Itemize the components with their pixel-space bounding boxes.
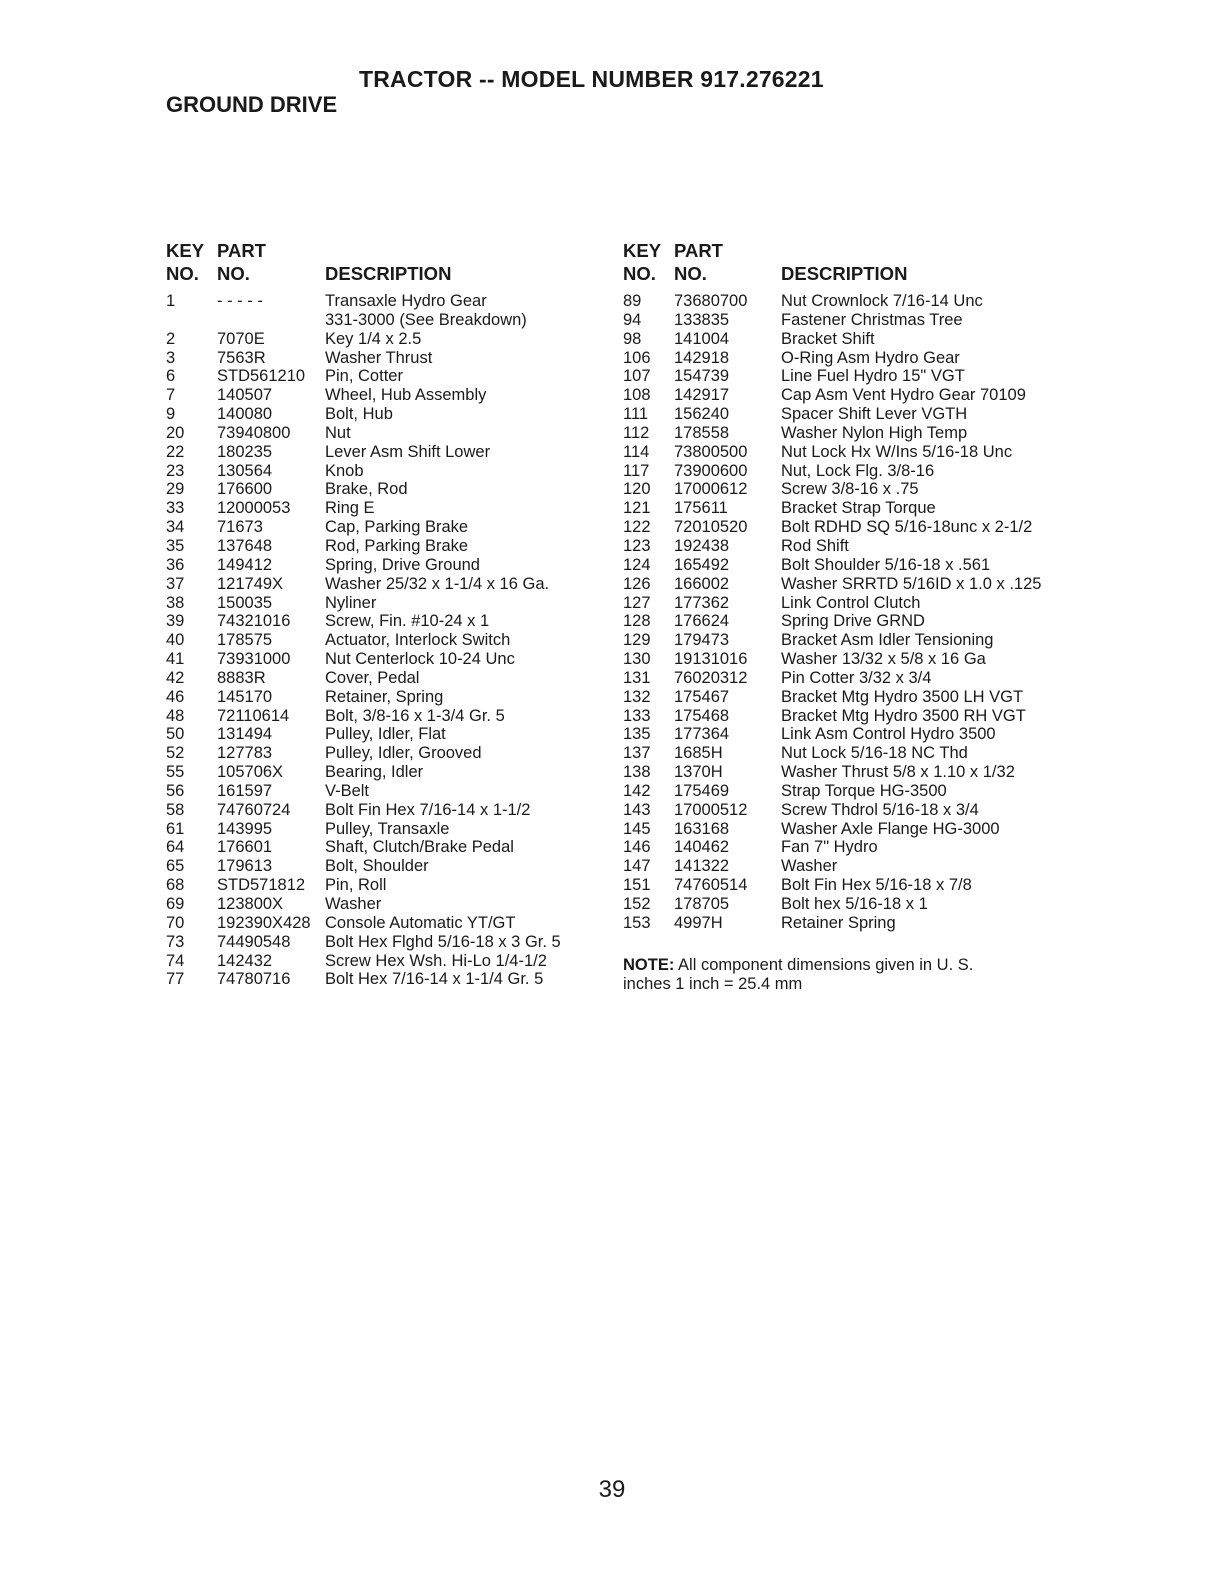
part-description: Bolt Shoulder 5/16-18 x .561	[781, 555, 991, 574]
part-number: 12000053	[217, 499, 291, 518]
part-description: Nut Centerlock 10-24 Unc	[325, 650, 515, 669]
part-number: 17000612	[674, 480, 748, 499]
key-number: 112	[623, 423, 650, 442]
part-number: 73931000	[217, 650, 291, 669]
part-description: Bolt, 3/8-16 x 1-3/4 Gr. 5	[325, 706, 505, 725]
key-number: 129	[623, 631, 651, 650]
part-description: Bracket Mtg Hydro 3500 LH VGT	[781, 687, 1024, 706]
part-number: 7563R	[217, 348, 266, 367]
part-description: Rod, Parking Brake	[325, 536, 469, 555]
part-number: 73680700	[674, 292, 748, 310]
key-number: 147	[623, 857, 651, 876]
part-number: 140462	[674, 838, 730, 857]
part-description: Bolt Fin Hex 5/16-18 x 7/8	[781, 876, 972, 895]
part-number: 175468	[674, 706, 730, 725]
header-key-bottom: NO.	[166, 263, 199, 284]
part-description: Screw 3/8-16 x .75	[781, 480, 919, 499]
part-description: Bolt Fin Hex 7/16-14 x 1-1/2	[325, 800, 531, 819]
key-number: 39	[166, 612, 185, 631]
part-number: 176624	[674, 612, 730, 631]
part-number: 7070E	[217, 329, 265, 348]
part-description: Key 1/4 x 2.5	[325, 329, 422, 348]
key-number: 123	[623, 536, 651, 555]
part-description: Washer SRRTD 5/16ID x 1.0 x .125	[781, 574, 1042, 593]
part-number: 142917	[674, 386, 730, 405]
part-description: Nut, Lock Flg. 3/8-16	[781, 461, 935, 480]
key-number: 9	[166, 405, 176, 424]
part-number: 1370H	[674, 763, 723, 782]
part-description: Shaft, Clutch/Brake Pedal	[325, 838, 514, 857]
part-number: 73800500	[674, 442, 748, 461]
part-number: 74780716	[217, 970, 291, 989]
part-description: Pin, Cotter	[325, 367, 403, 386]
part-number: 176601	[217, 838, 273, 857]
part-description: Link Control Clutch	[781, 593, 921, 612]
part-number: 142432	[217, 951, 273, 970]
key-number: 146	[623, 838, 651, 857]
part-number: 149412	[217, 555, 273, 574]
part-description: Cover, Pedal	[325, 668, 420, 687]
page-title: TRACTOR -- MODEL NUMBER 917.276221	[359, 66, 824, 92]
part-number: STD571812	[217, 876, 306, 895]
note-label: NOTE:	[623, 956, 675, 974]
key-number: 127	[623, 593, 651, 612]
key-number: 70	[166, 913, 185, 932]
key-number: 138	[623, 763, 651, 782]
part-number: 131494	[217, 725, 273, 744]
key-number: 35	[166, 536, 185, 555]
key-number: 128	[623, 612, 651, 631]
part-description: Bolt, Shoulder	[325, 857, 429, 876]
part-description: Bracket Asm Idler Tensioning	[781, 631, 994, 650]
part-description: Bearing, Idler	[325, 763, 424, 782]
part-description: Screw, Fin. #10-24 x 1	[325, 612, 490, 631]
key-number: 50	[166, 725, 185, 744]
part-description: Nut Lock Hx W/Ins 5/16-18 Unc	[781, 442, 1013, 461]
key-number: 37	[166, 574, 185, 593]
part-number: 123800X	[217, 895, 284, 913]
part-description: Bolt, Hub	[325, 405, 393, 424]
key-number: 3	[166, 348, 176, 367]
key-number: 38	[166, 593, 185, 612]
part-number: 150035	[217, 593, 273, 612]
key-number: 94	[623, 310, 642, 329]
part-number: - - - - -	[217, 292, 263, 310]
key-number: 98	[623, 329, 642, 348]
key-number: 68	[166, 876, 185, 895]
part-description: Bracket Mtg Hydro 3500 RH VGT	[781, 706, 1026, 725]
part-description: Console Automatic YT/GT	[325, 913, 516, 932]
header-key-bottom: NO.	[623, 263, 656, 284]
key-number: 64	[166, 838, 185, 857]
part-description: Nut	[325, 423, 351, 442]
part-number: 177362	[674, 593, 730, 612]
part-description: Bolt RDHD SQ 5/16-18unc x 2-1/2	[781, 518, 1033, 537]
part-number: 19131016	[674, 650, 748, 669]
part-description: Ring E	[325, 499, 375, 518]
part-number: 140507	[217, 386, 273, 405]
part-number: 4997H	[674, 913, 723, 932]
part-description: Lever Asm Shift Lower	[325, 442, 491, 461]
part-number: 192390X428	[217, 913, 311, 932]
part-description: Screw Thdrol 5/16-18 x 3/4	[781, 800, 979, 819]
part-description: Cap Asm Vent Hydro Gear 70109	[781, 386, 1026, 405]
part-number: 165492	[674, 555, 730, 574]
key-number: 143	[623, 800, 651, 819]
key-number: 122	[623, 518, 651, 537]
part-number: 17000512	[674, 800, 748, 819]
key-number: 111	[623, 405, 649, 424]
part-description: 331-3000 (See Breakdown)	[325, 310, 527, 329]
part-description: Pulley, Idler, Grooved	[325, 744, 482, 763]
part-description: Pulley, Idler, Flat	[325, 725, 446, 744]
part-number: 156240	[674, 405, 730, 424]
part-description: Pin Cotter 3/32 x 3/4	[781, 668, 932, 687]
key-number: 20	[166, 423, 185, 442]
key-number: 46	[166, 687, 185, 706]
page-number: 39	[598, 1476, 626, 1503]
key-number: 40	[166, 631, 185, 650]
key-number: 1	[166, 292, 176, 310]
part-number: 133835	[674, 310, 730, 329]
part-description: Washer	[325, 895, 382, 913]
part-description: Pulley, Transaxle	[325, 819, 450, 838]
key-number: 117	[623, 461, 650, 480]
part-number: 74321016	[217, 612, 291, 631]
key-number: 73	[166, 932, 185, 951]
part-description: Washer Thrust	[325, 348, 433, 367]
header-part-bottom: NO.	[217, 263, 250, 284]
part-description: Spring Drive GRND	[781, 612, 925, 631]
part-number: 180235	[217, 442, 273, 461]
note	[623, 956, 1043, 994]
key-number: 131	[623, 668, 651, 687]
part-number: 192438	[674, 536, 730, 555]
part-description: Washer	[781, 857, 838, 876]
part-description: Bolt Hex 7/16-14 x 1-1/4 Gr. 5	[325, 970, 544, 989]
part-description: Transaxle Hydro Gear	[325, 292, 487, 310]
part-number: 72010520	[674, 518, 748, 537]
part-number: 141322	[674, 857, 730, 876]
key-number: 23	[166, 461, 185, 480]
key-number: 152	[623, 895, 651, 913]
key-number: 7	[166, 386, 176, 405]
part-description: Link Asm Control Hydro 3500	[781, 725, 996, 744]
part-description: Fan 7" Hydro	[781, 838, 878, 857]
key-number: 55	[166, 763, 185, 782]
part-number: 145170	[217, 687, 273, 706]
part-description: Nut Crownlock 7/16-14 Unc	[781, 292, 983, 310]
part-number: 121749X	[217, 574, 284, 593]
part-description: Bracket Strap Torque	[781, 499, 936, 518]
part-number: 105706X	[217, 763, 284, 782]
key-number: 69	[166, 895, 185, 913]
key-number: 135	[623, 725, 651, 744]
part-number: 1685H	[674, 744, 723, 763]
key-number: 133	[623, 706, 651, 725]
part-number: 74760514	[674, 876, 748, 895]
part-description: Pin, Roll	[325, 876, 387, 895]
key-number: 126	[623, 574, 651, 593]
part-description: Fastener Christmas Tree	[781, 310, 963, 329]
part-description: Nut Lock 5/16-18 NC Thd	[781, 744, 968, 763]
key-number: 124	[623, 555, 651, 574]
note-line2: inches 1 inch = 25.4 mm	[623, 974, 803, 993]
part-description: Nyliner	[325, 593, 377, 612]
key-number: 130	[623, 650, 651, 669]
part-number: 179473	[674, 631, 730, 650]
key-number: 120	[623, 480, 651, 499]
part-number: 73940800	[217, 423, 291, 442]
part-number: 143995	[217, 819, 273, 838]
part-description: Bracket Shift	[781, 329, 875, 348]
part-number: 176600	[217, 480, 273, 499]
part-description: Washer 25/32 x 1-1/4 x 16 Ga.	[325, 574, 550, 593]
part-number: 73900600	[674, 461, 748, 480]
key-number: 22	[166, 442, 185, 461]
key-number: 132	[623, 687, 651, 706]
key-number: 121	[623, 499, 651, 518]
part-description: Strap Torque HG-3500	[781, 781, 947, 800]
key-number: 61	[166, 819, 185, 838]
part-number: 137648	[217, 536, 273, 555]
part-description: Washer Axle Flange HG-3000	[781, 819, 1000, 838]
part-description: Line Fuel Hydro 15" VGT	[781, 367, 965, 386]
part-number: 127783	[217, 744, 273, 763]
part-description: Retainer Spring	[781, 913, 896, 932]
part-number: 74490548	[217, 932, 291, 951]
key-number: 107	[623, 367, 651, 386]
part-description: V-Belt	[325, 781, 370, 800]
key-number: 106	[623, 348, 651, 367]
part-description: Screw Hex Wsh. Hi-Lo 1/4-1/2	[325, 951, 547, 970]
part-number: 163168	[674, 819, 730, 838]
key-number: 56	[166, 781, 185, 800]
key-number: 48	[166, 706, 185, 725]
part-number: 130564	[217, 461, 273, 480]
part-description: Retainer, Spring	[325, 687, 444, 706]
part-number: 74760724	[217, 800, 291, 819]
section-title: GROUND DRIVE	[166, 92, 338, 117]
part-number: 177364	[674, 725, 730, 744]
part-description: Spacer Shift Lever VGTH	[781, 405, 968, 424]
key-number: 6	[166, 367, 176, 386]
key-number: 153	[623, 913, 651, 932]
part-number: 76020312	[674, 668, 748, 687]
header-description: DESCRIPTION	[325, 263, 452, 284]
key-number: 74	[166, 951, 185, 970]
part-description: Washer 13/32 x 5/8 x 16 Ga	[781, 650, 986, 669]
key-number: 52	[166, 744, 185, 763]
header-description: DESCRIPTION	[781, 263, 908, 284]
part-number: 175469	[674, 781, 730, 800]
key-number: 34	[166, 518, 185, 537]
part-number: 178558	[674, 423, 730, 442]
part-number: 175467	[674, 687, 730, 706]
part-number: 142918	[674, 348, 730, 367]
key-number: 36	[166, 555, 185, 574]
part-description: Brake, Rod	[325, 480, 408, 499]
key-number: 33	[166, 499, 185, 518]
part-number: 166002	[674, 574, 730, 593]
note-line1: All component dimensions given in U. S.	[678, 956, 974, 974]
key-number: 142	[623, 781, 651, 800]
part-description: Rod Shift	[781, 536, 849, 555]
key-number: 65	[166, 857, 185, 876]
part-number: 179613	[217, 857, 273, 876]
key-number: 77	[166, 970, 185, 989]
part-description: Washer Nylon High Temp	[781, 423, 968, 442]
part-description: Spring, Drive Ground	[325, 555, 480, 574]
part-number: 175611	[674, 499, 728, 518]
part-description: O-Ring Asm Hydro Gear	[781, 348, 960, 367]
key-number: 137	[623, 744, 651, 763]
part-description: Actuator, Interlock Switch	[325, 631, 511, 650]
key-number: 58	[166, 800, 185, 819]
key-number: 114	[623, 442, 650, 461]
key-number: 89	[623, 292, 642, 310]
key-number: 29	[166, 480, 185, 499]
part-description: Bolt Hex Flghd 5/16-18 x 3 Gr. 5	[325, 932, 561, 951]
key-number: 108	[623, 386, 651, 405]
header-key-top: KEY	[166, 240, 205, 261]
part-description: Cap, Parking Brake	[325, 518, 469, 537]
part-description: Wheel, Hub Assembly	[325, 386, 487, 405]
part-number: 140080	[217, 405, 273, 424]
key-number: 145	[623, 819, 651, 838]
header-part-top: PART	[674, 240, 723, 261]
key-number: 42	[166, 668, 185, 687]
header-key-top: KEY	[623, 240, 662, 261]
part-number: 72110614	[217, 706, 290, 725]
part-number: 141004	[674, 329, 730, 348]
part-number: 8883R	[217, 668, 266, 687]
key-number: 2	[166, 329, 176, 348]
key-number: 151	[623, 876, 651, 895]
part-description: Knob	[325, 461, 364, 480]
header-part-top: PART	[217, 240, 266, 261]
part-number: 161597	[217, 781, 273, 800]
part-description: Washer Thrust 5/8 x 1.10 x 1/32	[781, 763, 1015, 782]
part-number: STD561210	[217, 367, 306, 386]
key-number: 41	[166, 650, 185, 669]
part-number: 71673	[217, 518, 263, 537]
header-part-bottom: NO.	[674, 263, 707, 284]
part-number: 178705	[674, 895, 730, 913]
part-number: 178575	[217, 631, 273, 650]
part-description: Bolt hex 5/16-18 x 1	[781, 895, 928, 913]
part-number: 154739	[674, 367, 730, 386]
